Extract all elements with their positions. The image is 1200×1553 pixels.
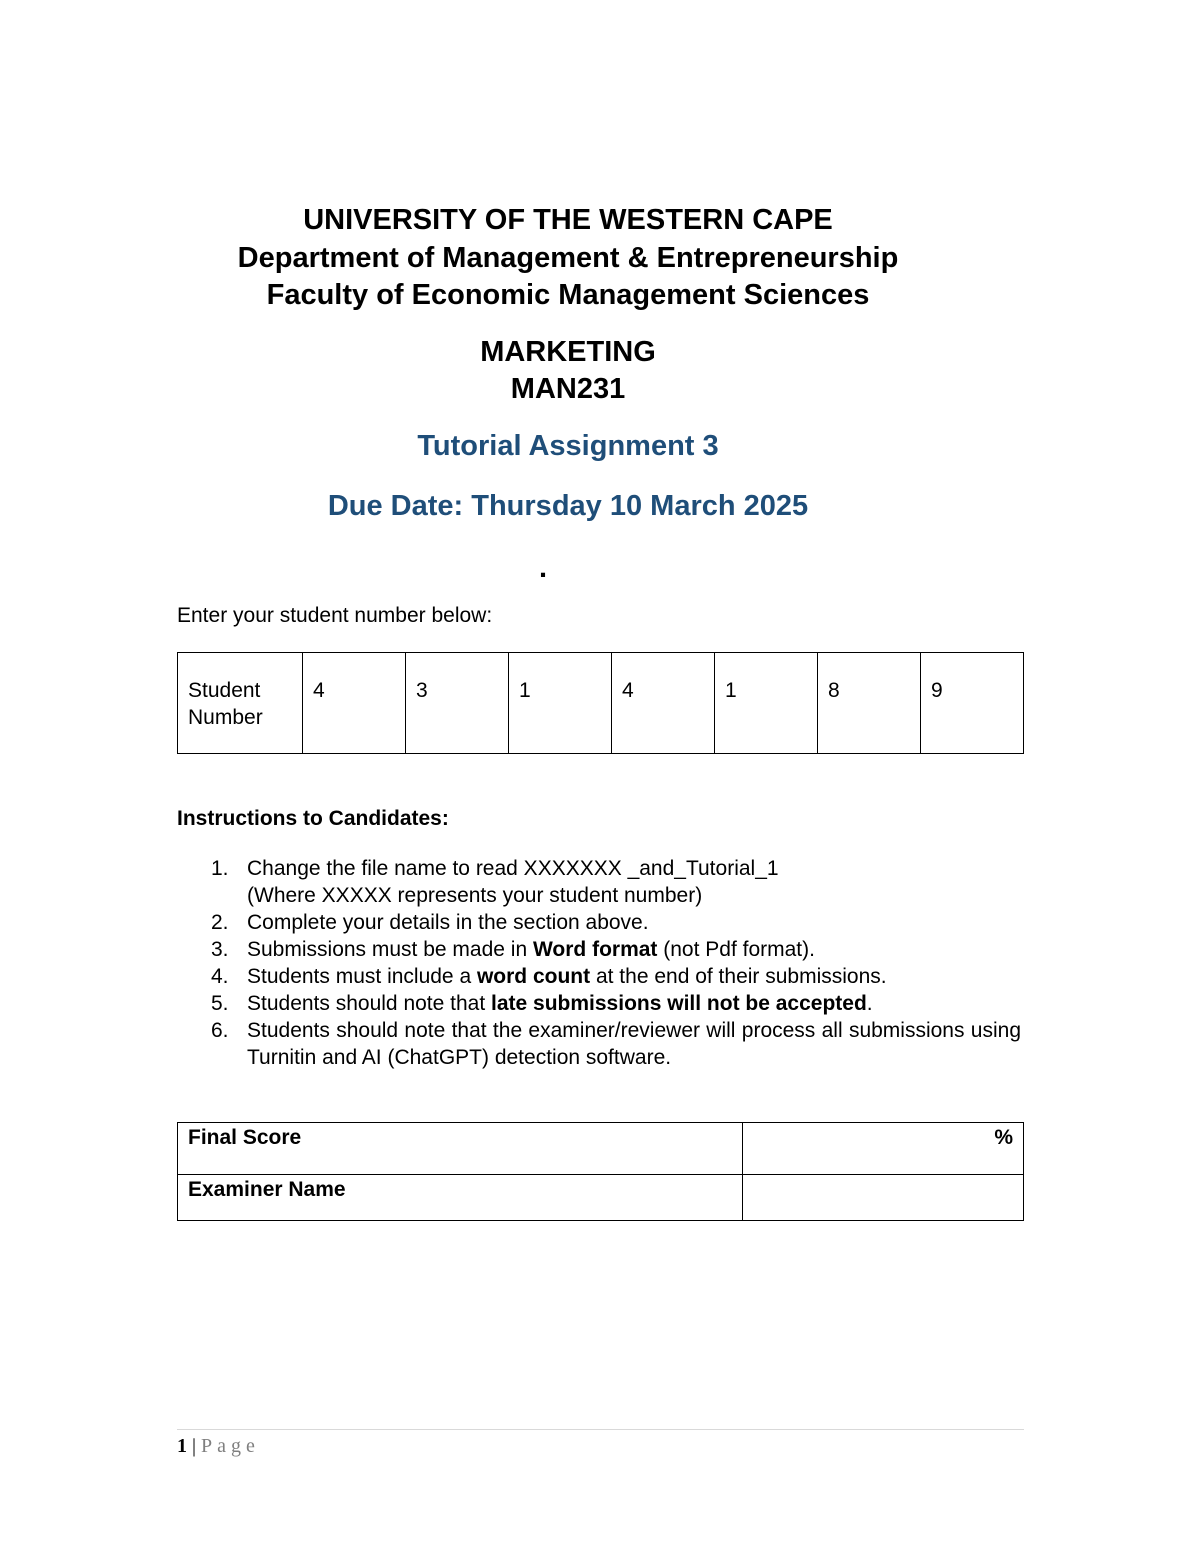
instruction-item [177,855,1021,909]
department-title: Department of Management & Entrepreneurship [237,242,899,274]
instruction-text-pre: Students should note that [247,992,492,1015]
instruction-text-post: . [866,992,873,1015]
instruction-text: Change the file name to read XXXXXXX _and_Tutorial_1 [247,857,779,880]
instruction-number: 3. [211,938,229,961]
student-number-prompt: Enter your student number below: [177,604,493,627]
instruction-text-bold: word count [476,965,591,988]
student-number-row [178,653,1024,754]
instruction-number: 5. [211,992,229,1015]
score-table [177,1122,1024,1221]
stray-dot: . [539,552,548,584]
instruction-item [177,1017,1021,1071]
instruction-number: 1. [211,857,229,880]
instructions-list [177,855,1021,1071]
student-digit-cell[interactable]: 4 [303,653,406,754]
footer-divider [177,1429,1024,1430]
student-digit-cell[interactable]: 1 [715,653,818,754]
instruction-text-post: at the end of their submissions. [590,965,887,988]
final-score-row [178,1123,1024,1175]
student-number-label-line2: Number [188,706,263,729]
student-digit-cell[interactable]: 4 [612,653,715,754]
footer-separator: | [187,1435,202,1457]
examiner-name-field[interactable] [743,1175,1024,1221]
instruction-number: 6. [211,1019,229,1042]
page-label: Page [201,1435,260,1457]
instruction-text-pre: Students must include a [247,965,477,988]
instruction-item [177,936,1021,963]
university-title: UNIVERSITY OF THE WESTERN CAPE [303,204,833,236]
student-digit-cell[interactable]: 8 [818,653,921,754]
instruction-text: Students should note that the examiner/reviewer will process all submissions using Turnitin and AI (ChatGPT) detection software. [247,1019,1021,1069]
faculty-title: Faculty of Economic Management Sciences [266,279,870,311]
examiner-row [178,1175,1024,1221]
instructions-title: Instructions to Candidates: [177,807,449,830]
student-number-table [177,652,1024,754]
instruction-text-post: (not Pdf format). [657,938,815,961]
due-date: Due Date: Thursday 10 March 2025 [327,490,809,522]
instruction-number: 4. [211,965,229,988]
course-title: MARKETING [480,336,656,368]
page-footer [177,1435,260,1458]
student-number-label [178,653,303,754]
student-digit-cell[interactable]: 1 [509,653,612,754]
instruction-number: 2. [211,911,229,934]
assignment-title: Tutorial Assignment 3 [417,430,719,462]
student-number-label-line1: Student [188,679,261,702]
instruction-item [177,990,1021,1017]
final-score-field[interactable]: % [743,1123,1024,1175]
instruction-text-bold: Word format [532,938,658,961]
page-number: 1 [177,1435,187,1457]
instruction-text: Complete your details in the section above. [247,911,649,934]
student-digit-cell[interactable]: 9 [921,653,1024,754]
examiner-name-label: Examiner Name [178,1175,743,1221]
instruction-item [177,963,1021,990]
student-digit-cell[interactable]: 3 [406,653,509,754]
course-code: MAN231 [510,373,626,405]
instruction-text-pre: Submissions must be made in [247,938,533,961]
instruction-text-bold: late submissions will not be accepted [491,992,867,1015]
instruction-item [177,909,1021,936]
instruction-subtext: (Where XXXXX represents your student number) [247,884,703,907]
final-score-label: Final Score [178,1123,743,1175]
